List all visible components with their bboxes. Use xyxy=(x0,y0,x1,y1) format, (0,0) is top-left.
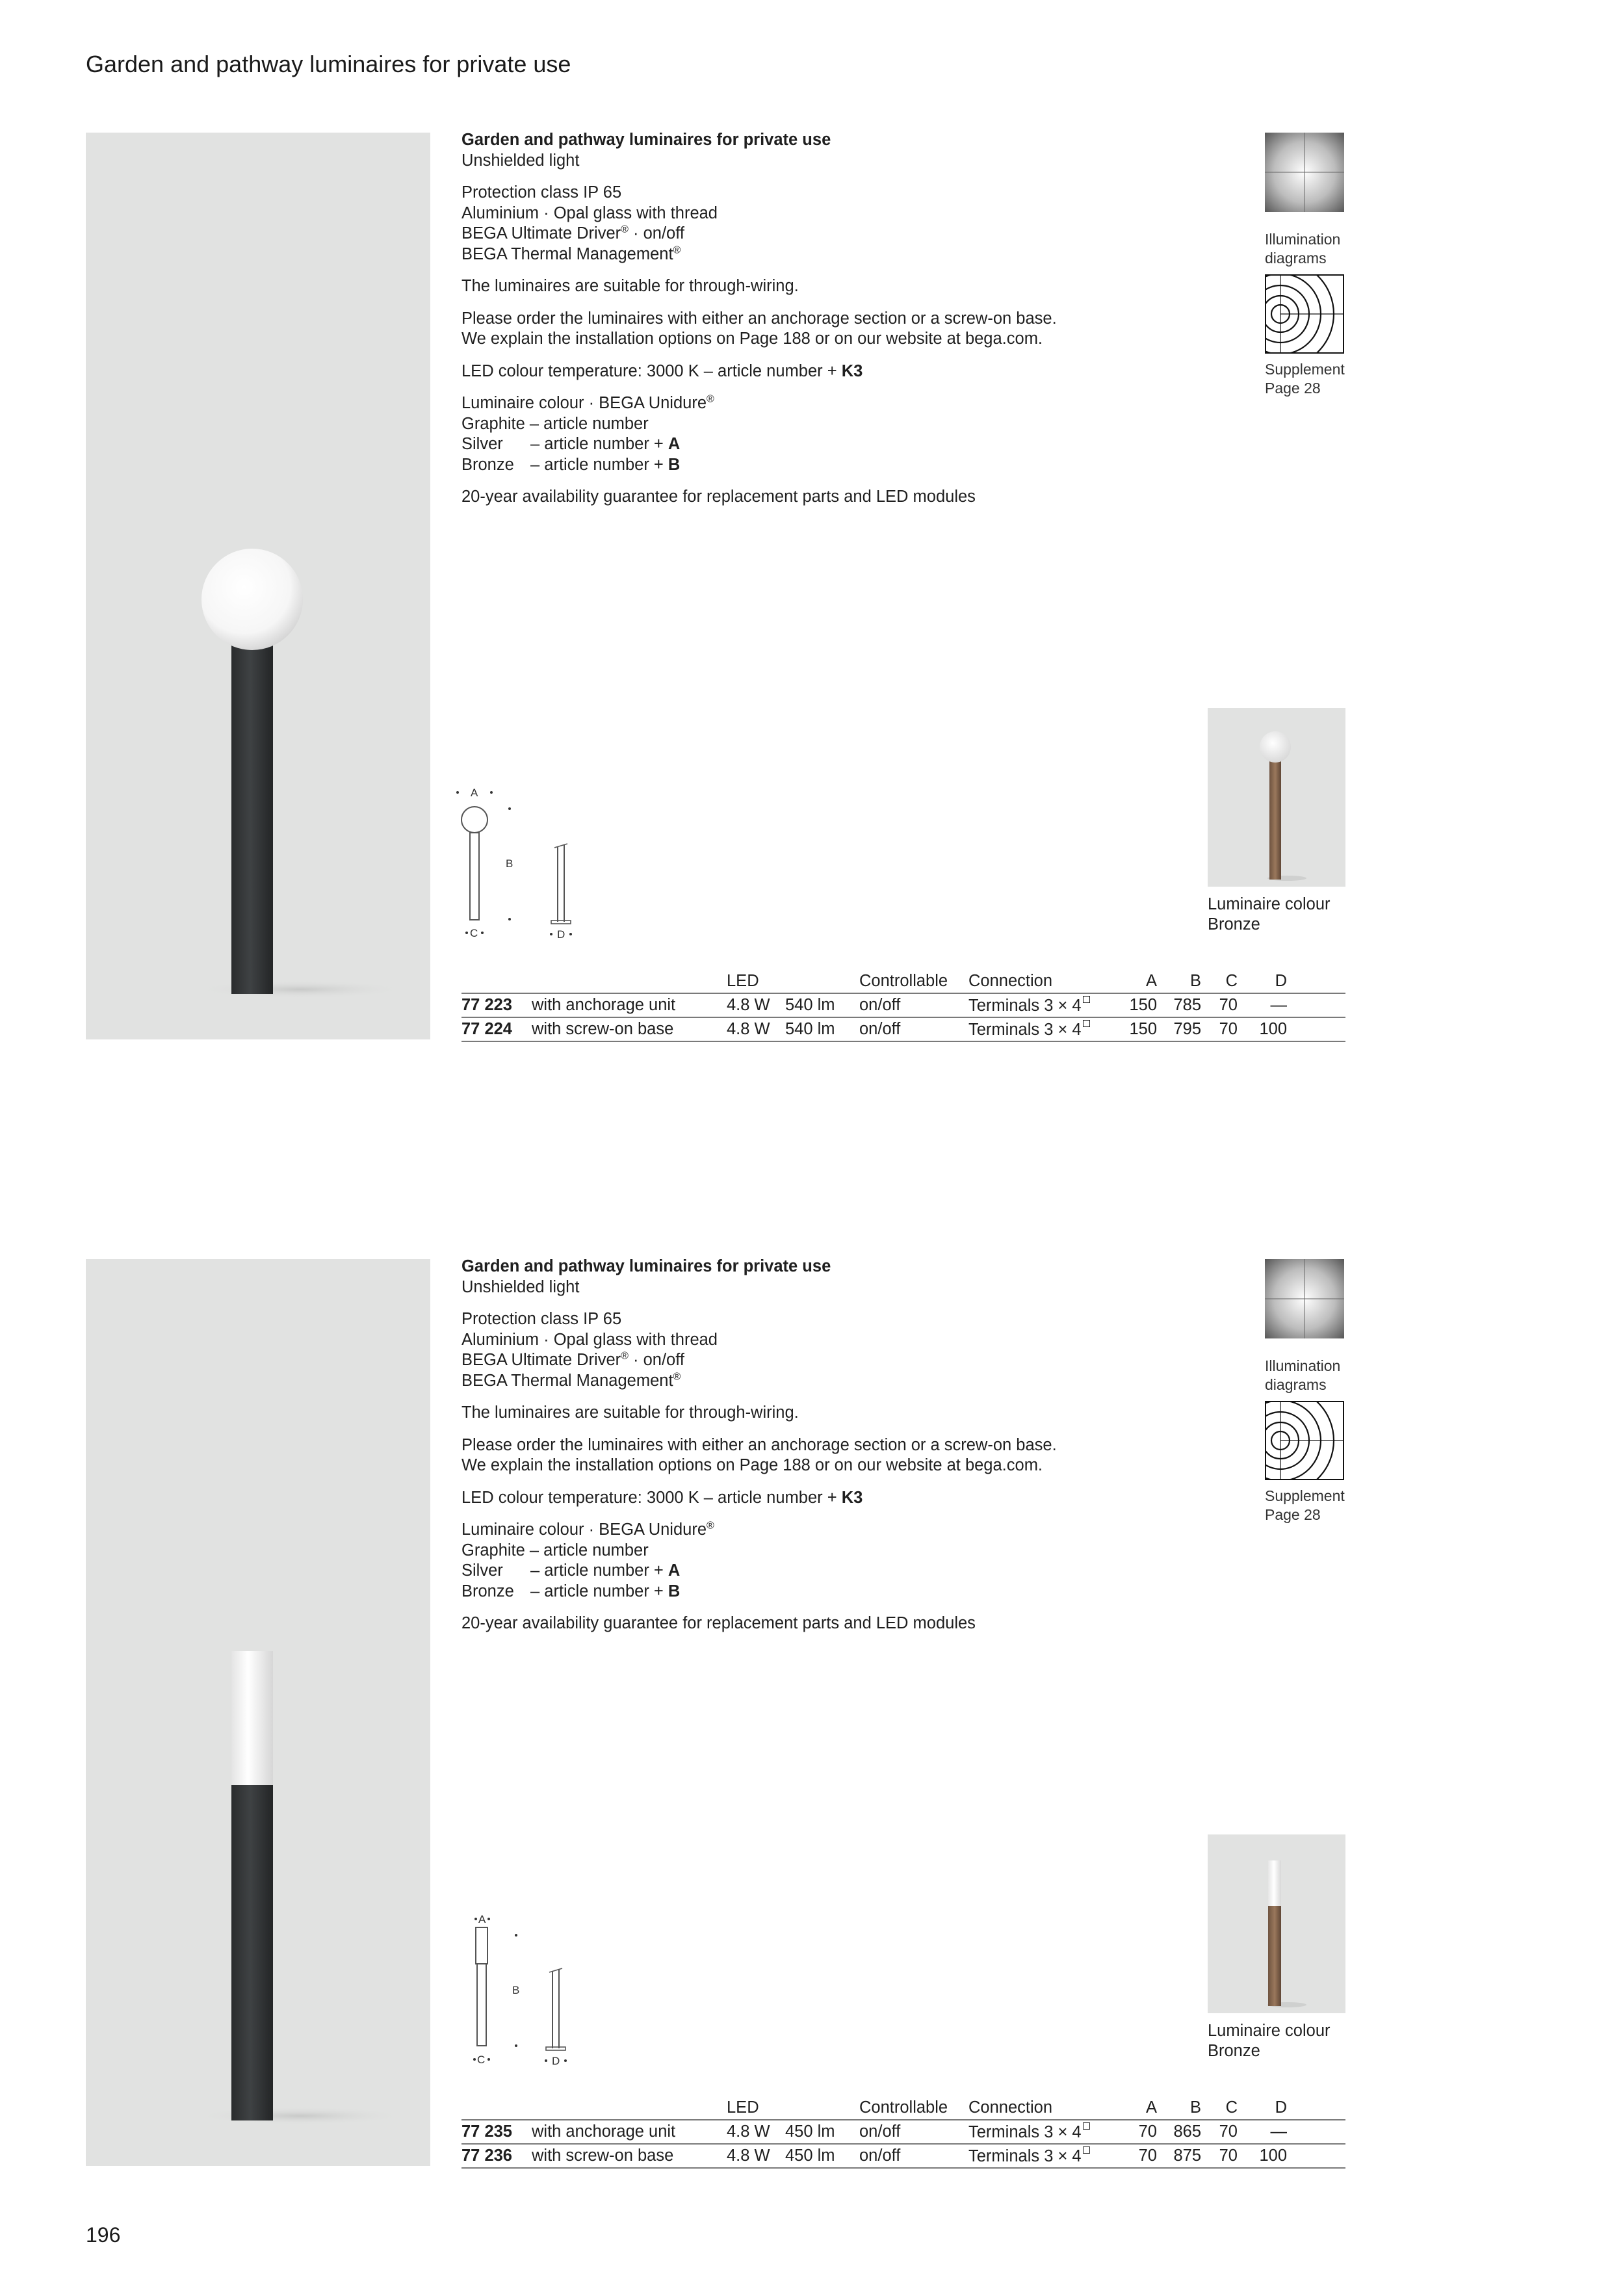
supplement-isolux-icon[interactable] xyxy=(1265,1401,1344,1480)
registered-mark: ® xyxy=(707,393,714,405)
colour-temperature: LED colour temperature: 3000 K – article number + xyxy=(461,1488,842,1507)
dim-label-a: A xyxy=(471,787,478,799)
product-section-2 xyxy=(0,1259,1623,2169)
connection-text: Terminals 3 × 4 xyxy=(968,1020,1082,1039)
material: Aluminium · Opal glass with thread xyxy=(461,203,718,222)
product-description xyxy=(461,1257,1209,1646)
colour-bronze-text: – article number + xyxy=(530,455,668,474)
article-number: 77 235 xyxy=(461,2120,532,2144)
registered-mark: ® xyxy=(621,224,629,235)
illumination-diagram-icon[interactable] xyxy=(1265,133,1344,212)
colour-silver-text: – article number + xyxy=(530,1561,668,1580)
colour-graphite: Graphite xyxy=(461,414,525,433)
colour-bronze: Bronze xyxy=(461,1582,514,1600)
colour-graphite-text: – article number xyxy=(525,414,649,433)
led-power: 4.8 W xyxy=(727,2120,785,2144)
page-number: 196 xyxy=(86,2223,121,2247)
dim-c-value: 70 xyxy=(1201,2144,1238,2168)
order-note-line-1: Please order the luminaires with either an anchorage section or a screw-on base. xyxy=(461,1435,1057,1454)
driver-pre: BEGA Ultimate Driver xyxy=(461,224,621,242)
product-title: Garden and pathway luminaires for private use xyxy=(461,131,831,149)
product-photo-cylinder-bollard xyxy=(86,1259,430,2166)
dim-d-value: 100 xyxy=(1238,1017,1287,1041)
header-led: LED xyxy=(727,971,785,993)
led-power: 4.8 W xyxy=(727,1017,785,1041)
supplement-label xyxy=(1265,360,1375,398)
dim-label-b: B xyxy=(506,857,513,870)
luminaire-colour-heading: Luminaire colour · BEGA Unidure xyxy=(461,1520,707,1539)
controllable-value: on/off xyxy=(859,2120,968,2144)
table-row xyxy=(461,993,1345,1017)
product-title: Garden and pathway luminaires for private use xyxy=(461,1257,831,1275)
led-lumen: 540 lm xyxy=(785,993,859,1017)
header-b: B xyxy=(1157,971,1201,993)
colour-temperature: LED colour temperature: 3000 K – article number + xyxy=(461,361,842,380)
dim-b-value: 865 xyxy=(1157,2120,1201,2144)
driver-post: · on/off xyxy=(628,224,684,242)
article-number: 77 223 xyxy=(461,993,532,1017)
article-description: with anchorage unit xyxy=(532,2120,727,2144)
dim-label-d: D xyxy=(557,928,565,941)
material: Aluminium · Opal glass with thread xyxy=(461,1330,718,1349)
header-a: A xyxy=(1110,2097,1157,2120)
colour-silver: Silver xyxy=(461,1561,503,1580)
colour-silver: Silver xyxy=(461,435,503,453)
page-header-title: Garden and pathway luminaires for private use xyxy=(86,51,571,77)
registered-mark: ® xyxy=(621,1350,629,1362)
protection-class: Protection class IP 65 xyxy=(461,1310,622,1328)
colour-silver-code: A xyxy=(668,1561,681,1580)
article-number: 77 224 xyxy=(461,1017,532,1041)
colour-graphite: Graphite xyxy=(461,1541,525,1559)
illumination-diagrams-label: Illumination diagrams xyxy=(1265,1357,1341,1393)
variant-colour-label-line-2: Bronze xyxy=(1208,2042,1260,2060)
connection-text: Terminals 3 × 4 xyxy=(968,996,1082,1015)
colour-bronze-code: B xyxy=(668,455,681,474)
table-row xyxy=(461,1017,1345,1041)
header-b: B xyxy=(1157,2097,1201,2120)
square-mm-icon xyxy=(1083,2122,1090,2130)
controllable-value: on/off xyxy=(859,1017,968,1041)
colour-bronze-code: B xyxy=(668,1582,681,1600)
header-d: D xyxy=(1238,2097,1287,2120)
led-power: 4.8 W xyxy=(727,2144,785,2168)
registered-mark: ® xyxy=(673,1371,681,1382)
header-c: C xyxy=(1201,2097,1238,2120)
supplement-label xyxy=(1265,1487,1375,1524)
product-description xyxy=(461,130,1209,519)
variant-colour-label xyxy=(1208,2021,1364,2061)
article-description: with anchorage unit xyxy=(532,993,727,1017)
variant-colour-label-line-2: Bronze xyxy=(1208,915,1260,933)
table-row xyxy=(461,2120,1345,2144)
connection-value xyxy=(968,993,1110,1017)
article-description: with screw-on base xyxy=(532,2144,727,2168)
table-header-row xyxy=(461,2097,1345,2120)
order-note-line-2: We explain the installation options on Page 188 or on our website at bega.com. xyxy=(461,330,1043,348)
dim-label-d: D xyxy=(552,2055,560,2067)
square-mm-icon xyxy=(1083,996,1090,1003)
driver-post: · on/off xyxy=(628,1351,684,1369)
controllable-value: on/off xyxy=(859,993,968,1017)
variant-colour-label-line-1: Luminaire colour xyxy=(1208,2022,1331,2040)
header-controllable: Controllable xyxy=(859,2097,968,2120)
led-lumen: 450 lm xyxy=(785,2120,859,2144)
dim-a-value: 70 xyxy=(1110,2144,1157,2168)
product-subtitle: Unshielded light xyxy=(461,1277,580,1296)
table-header-row xyxy=(461,971,1345,993)
led-lumen: 450 lm xyxy=(785,2144,859,2168)
supplement-isolux-icon[interactable] xyxy=(1265,274,1344,354)
led-lumen: 540 lm xyxy=(785,1017,859,1041)
dim-label-c: C xyxy=(477,2054,486,2066)
header-c: C xyxy=(1201,971,1238,993)
specification-table xyxy=(461,2097,1345,2169)
dim-b-value: 795 xyxy=(1157,1017,1201,1041)
dim-a-value: 150 xyxy=(1110,993,1157,1017)
header-led: LED xyxy=(727,2097,785,2120)
dim-label-c: C xyxy=(470,927,478,939)
supplement-label-line-2: Page 28 xyxy=(1265,380,1321,397)
dim-c-value: 70 xyxy=(1201,993,1238,1017)
dim-d-value: 100 xyxy=(1238,2144,1287,2168)
connection-text: Terminals 3 × 4 xyxy=(968,2122,1082,2141)
dim-d-value: — xyxy=(1238,2120,1287,2144)
controllable-value: on/off xyxy=(859,2144,968,2168)
supplement-label-line-1: Supplement xyxy=(1265,1487,1345,1504)
header-a: A xyxy=(1110,971,1157,993)
table-row xyxy=(461,2144,1345,2168)
luminaire-colour-heading: Luminaire colour · BEGA Unidure xyxy=(461,394,707,412)
dim-c-value: 70 xyxy=(1201,2120,1238,2144)
connection-value xyxy=(968,2120,1110,2144)
article-number: 77 236 xyxy=(461,2144,532,2168)
header-connection: Connection xyxy=(968,971,1110,993)
dim-a-value: 70 xyxy=(1110,2120,1157,2144)
dimension-drawing xyxy=(448,1909,617,2072)
protection-class: Protection class IP 65 xyxy=(461,183,622,202)
registered-mark: ® xyxy=(673,244,681,255)
connection-value xyxy=(968,1017,1110,1041)
order-note-line-2: We explain the installation options on Page 188 or on our website at bega.com. xyxy=(461,1456,1043,1474)
colour-graphite-text: – article number xyxy=(525,1541,649,1559)
dim-b-value: 875 xyxy=(1157,2144,1201,2168)
thermal-management: BEGA Thermal Management xyxy=(461,244,673,263)
square-mm-icon xyxy=(1083,1020,1090,1027)
illumination-diagrams-label: Illumination diagrams xyxy=(1265,231,1341,267)
connection-text: Terminals 3 × 4 xyxy=(968,2146,1082,2165)
colour-bronze-text: – article number + xyxy=(530,1582,668,1600)
supplement-label-line-1: Supplement xyxy=(1265,361,1345,378)
thermal-management: BEGA Thermal Management xyxy=(461,1371,673,1390)
guarantee-note: 20-year availability guarantee for replacement parts and LED modules xyxy=(461,1614,976,1632)
dim-label-b: B xyxy=(512,1984,520,1996)
guarantee-note: 20-year availability guarantee for replacement parts and LED modules xyxy=(461,488,976,506)
header-connection: Connection xyxy=(968,2097,1110,2120)
product-photo-globe-bollard xyxy=(86,133,430,1039)
colour-silver-text: – article number + xyxy=(530,435,668,453)
specification-table xyxy=(461,971,1345,1042)
dim-label-a: A xyxy=(478,1913,486,1925)
header-controllable: Controllable xyxy=(859,971,968,993)
dim-a-value: 150 xyxy=(1110,1017,1157,1041)
illumination-diagram-icon[interactable] xyxy=(1265,1259,1344,1338)
colour-temperature-code: K3 xyxy=(841,1488,863,1507)
header-d: D xyxy=(1238,971,1287,993)
bronze-variant-photo xyxy=(1208,1834,1345,2013)
dim-d-value: — xyxy=(1238,993,1287,1017)
product-subtitle: Unshielded light xyxy=(461,151,580,170)
variant-colour-label-line-1: Luminaire colour xyxy=(1208,895,1331,913)
colour-temperature-code: K3 xyxy=(841,361,863,380)
bronze-variant-photo xyxy=(1208,708,1345,887)
wiring-note: The luminaires are suitable for through-wiring. xyxy=(461,277,799,295)
dimension-drawing xyxy=(448,783,617,945)
dim-b-value: 785 xyxy=(1157,993,1201,1017)
supplement-label-line-2: Page 28 xyxy=(1265,1506,1321,1523)
registered-mark: ® xyxy=(707,1520,714,1532)
led-power: 4.8 W xyxy=(727,993,785,1017)
wiring-note: The luminaires are suitable for through-wiring. xyxy=(461,1403,799,1422)
colour-bronze: Bronze xyxy=(461,455,514,474)
order-note-line-1: Please order the luminaires with either an anchorage section or a screw-on base. xyxy=(461,309,1057,328)
dim-c-value: 70 xyxy=(1201,1017,1238,1041)
product-section-1 xyxy=(0,133,1623,1043)
driver-pre: BEGA Ultimate Driver xyxy=(461,1351,621,1369)
variant-colour-label xyxy=(1208,894,1364,935)
article-description: with screw-on base xyxy=(532,1017,727,1041)
connection-value xyxy=(968,2144,1110,2168)
colour-silver-code: A xyxy=(668,435,681,453)
square-mm-icon xyxy=(1083,2146,1090,2154)
